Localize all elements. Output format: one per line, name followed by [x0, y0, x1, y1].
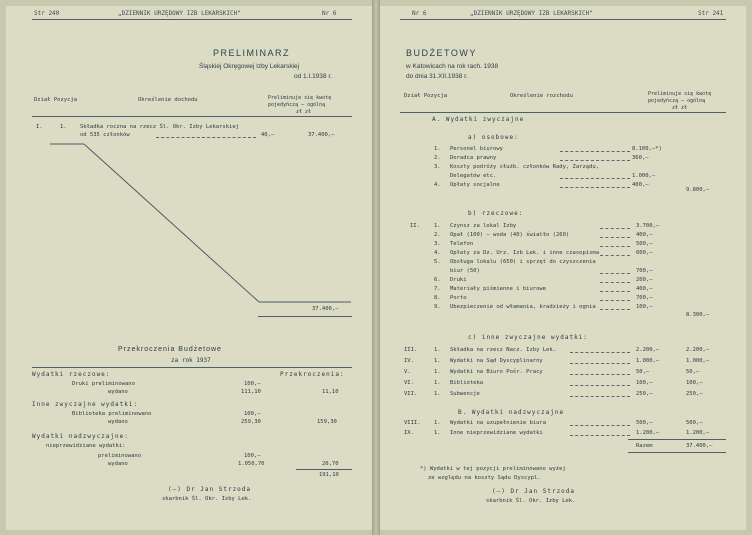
row-value: 400,— [632, 182, 649, 188]
signature-title: skarbnik Śl. Okr. Izby Lek. [486, 498, 576, 504]
row-value: 3.700,— [636, 223, 660, 229]
nieprzewidziane-wydano-label: wydano [108, 461, 128, 467]
page-number: Str 240 [34, 10, 60, 17]
row-text: Wydatki na Biuro Pośr. Pracy [450, 369, 543, 375]
row-dzial: VI. [404, 380, 414, 386]
druki-wydano-value: 111,10 [241, 389, 261, 395]
rzeczowe-dzial: II. [410, 223, 420, 229]
leader-dots [600, 246, 630, 247]
osobowe-total: 9.800,— [686, 187, 710, 193]
leader-dots [560, 151, 630, 152]
przekroczenia-total: 191,10 [319, 472, 339, 478]
leader-dots [560, 178, 630, 179]
row-pozycja: 4. [434, 250, 441, 256]
row-pozycja: 4. [434, 182, 441, 188]
przekroczenia-header: Przekroczenia: [280, 371, 345, 378]
row-value: 400,— [636, 232, 653, 238]
journal-title: „DZIENNIK URZĘDOWY IZB LEKARSKICH" [118, 10, 241, 17]
row-value: 500,— [636, 241, 653, 247]
journal-title: „DZIENNIK URZĘDOWY IZB LEKARSKICH" [470, 10, 593, 17]
leader-dots [600, 273, 630, 274]
page-number: Str 241 [698, 10, 724, 17]
row-pozycja: 9. [434, 304, 441, 310]
budget-title: BUDŻETOWY [406, 48, 477, 58]
row-value: 500,— [636, 420, 653, 426]
row-text: Obsługa lokalu (650) i sprzęt do czyszczenia [450, 259, 596, 265]
row-total: 2.200,— [686, 347, 710, 353]
leader-dots [570, 363, 630, 364]
row-total: 100,— [686, 380, 703, 386]
row-text: Wydatki na uzupełnienie biura [450, 420, 547, 426]
column-header-units: zł zł [672, 105, 688, 111]
column-header-dzial: Dział Pozycja [404, 93, 448, 99]
sum-rule [258, 316, 352, 317]
row-text-2: od 535 członków [80, 132, 130, 138]
row-text: Delegatów etc. [450, 173, 497, 179]
section-a-osobowe: a) osobowe: [468, 134, 519, 141]
column-header-okreslenie: Określenie rozchodu [510, 93, 573, 99]
leader-dots [600, 300, 630, 301]
row-text: Inne nieprzewidziane wydatki [450, 430, 543, 436]
row-value: 100,— [636, 380, 653, 386]
preliminarz-date: od 1.I.1938 r. [294, 73, 332, 80]
right-page [380, 6, 746, 530]
row-total: 1.000,— [686, 358, 710, 364]
row-text: Opłaty za Dz. Urz. Izb Lek. i inne czasopisma [450, 250, 600, 256]
row-dzial: VII. [404, 391, 418, 397]
leader-dots [600, 291, 630, 292]
row-value: 1.000,— [636, 358, 660, 364]
footnote-line1: *) Wydatki w tej pozycji preliminowano wyżej [420, 466, 566, 472]
row-value: 360,— [632, 155, 649, 161]
row-text: Subwencje [450, 391, 480, 397]
row-dzial: IX. [404, 430, 414, 436]
row-pozycja: 1. [434, 430, 441, 436]
preliminarz-subtitle: Śląskiej Okręgowej Izby Lekarskiej [199, 63, 300, 70]
row-text: Doradca prawny [450, 155, 497, 161]
druki-prelim-label: Druki preliminowano [72, 381, 135, 387]
razem-rule-bottom [628, 452, 726, 453]
biblioteka-wydano-value: 259,30 [241, 419, 261, 425]
row-pozycja: 1. [434, 420, 441, 426]
row-dzial: I. [36, 124, 43, 130]
row-pozycja: 1. [434, 358, 441, 364]
row-total: 250,— [686, 391, 703, 397]
row-value: 100,— [636, 304, 653, 310]
druki-prelim-value: 100,— [244, 381, 261, 387]
leader-dots [600, 237, 630, 238]
row-text: Składka na rzecz Nacz. Izby Lek. [450, 347, 556, 353]
przekroczenia-year: za rok 1937 [171, 357, 211, 364]
row-value: 50,— [636, 369, 650, 375]
group-nadzwyczajne: Wydatki nadzwyczajne: [32, 433, 129, 440]
row-pozycja: 1. [434, 369, 441, 375]
leader-dots [570, 374, 630, 375]
leader-dots [560, 187, 630, 188]
leader-dots [570, 435, 630, 436]
column-header-prelim2: pojedyńczą — ogólną [268, 102, 326, 108]
sum-total: 37.400,— [312, 306, 339, 312]
group-rzeczowe: Wydatki rzeczowe: [32, 371, 111, 378]
row-value: 1.200,— [636, 430, 660, 436]
section-b-title: B. Wydatki nadzwyczajne [458, 409, 565, 416]
razem-label: Razem [636, 443, 653, 449]
header-rule [400, 19, 726, 20]
row-text: biur (50) [450, 268, 480, 274]
total-rule [296, 469, 352, 470]
druki-wydano-label: wydano [108, 389, 128, 395]
row-pozycja: 1. [434, 347, 441, 353]
nieprzewidziane-prelim-label: preliminowano [98, 453, 142, 459]
preliminarz-title: PRELIMINARZ [213, 48, 291, 58]
row-pozycja: 5. [434, 259, 441, 265]
row-single: 40,— [261, 132, 275, 138]
row-dzial: V. [404, 369, 411, 375]
section-a-title: A. Wydatki zwyczajne [432, 116, 525, 123]
row-text: Opłaty socjalne [450, 182, 500, 188]
row-value: 600,— [636, 250, 653, 256]
row-value: 1.000,— [632, 173, 656, 179]
column-header-okreslenie: Określenie dochodu [138, 97, 198, 103]
row-text: Porto [450, 295, 467, 301]
book-gutter [372, 0, 380, 535]
row-text: Czynsz za lokal Izby [450, 223, 517, 229]
row-text: Biblioteka [450, 380, 484, 386]
row-dzial: VIII. [404, 420, 421, 426]
row-pozycja: 1. [434, 380, 441, 386]
row-text: Druki [450, 277, 467, 283]
budget-date: do dnia 31.XII.1938 r. [406, 73, 468, 80]
row-pozycja: 3. [434, 164, 441, 170]
row-text: Ubezpieczenie od włamania, kradzieży i ognia [450, 304, 596, 310]
footnote-line2: ze względu na koszty Sądu Dyscypl. [428, 475, 541, 481]
row-pozycja: 1. [434, 391, 441, 397]
leader-dots [560, 160, 630, 161]
row-value: 700,— [636, 295, 653, 301]
row-text: Materiały piśmienne i biurowe [450, 286, 547, 292]
column-header-dzial: Dział Pozycja [34, 97, 78, 103]
biblioteka-wydano-label: wydano [108, 419, 128, 425]
section-a-rzeczowe: b) rzeczowe: [468, 210, 524, 217]
przekroczenia-rule [32, 367, 352, 368]
leader-dots [570, 385, 630, 386]
signature-name: (—) Dr Jan Strzoda [492, 488, 576, 495]
nieprzewidziane-przekroczenie: 20,70 [322, 461, 339, 467]
leader-dots [570, 425, 630, 426]
row-value: 2.200,— [636, 347, 660, 353]
row-pozycja: 6. [434, 277, 441, 283]
cancel-stroke [6, 6, 372, 530]
row-pozycja: 1. [60, 124, 67, 130]
row-text: Telefon [450, 241, 474, 247]
column-header-prelim: Preliminuje się kwotę [648, 91, 712, 97]
row-text: Koszty podróży służb. członków Rady, Zarządu, [450, 164, 600, 170]
row-value: 200,— [636, 277, 653, 283]
issue-number: Nr 6 [412, 10, 427, 17]
row-total: 500,— [686, 420, 703, 426]
row-pozycja: 2. [434, 155, 441, 161]
row-pozycja: 8. [434, 295, 441, 301]
leader-dots [600, 309, 630, 310]
row-total: 50,— [686, 369, 700, 375]
column-header-units: zł zł [296, 109, 312, 115]
przekroczenia-title: Przekroczenia Budżetowe [118, 346, 222, 353]
nieprzewidziane-wydano-value: 1.050,70 [238, 461, 265, 467]
group-inne: Inne zwyczajne wydatki: [32, 401, 139, 408]
column-header-prelim2: pojedyńczą — ogólną [648, 98, 706, 104]
row-text: Personel biurowy [450, 146, 503, 152]
row-dzial: IV. [404, 358, 414, 364]
section-a-inne: c) inne zwyczajne wydatki: [468, 334, 588, 341]
row-total: 1.200,— [686, 430, 710, 436]
row-text: Składka roczna na rzecz Śl. Okr. Izby Lekarskiej [80, 124, 239, 130]
row-pozycja: 1. [434, 223, 441, 229]
leader-dots [570, 352, 630, 353]
budget-subtitle: w Katowicach na rok rach. 1938 [406, 63, 499, 70]
column-rule [400, 112, 726, 113]
row-pozycja: 3. [434, 241, 441, 247]
leader-dots [600, 255, 630, 256]
row-pozycja: 1. [434, 146, 441, 152]
row-value: 8.100,—*) [632, 146, 662, 152]
rzeczowe-total: 8.300,— [686, 312, 710, 318]
signature-title: skarbnik Śl. Okr. Izby Lek. [162, 496, 252, 502]
issue-number: Nr 6 [322, 10, 337, 17]
row-value: 700,— [636, 268, 653, 274]
leader-dots [600, 282, 630, 283]
druki-przekroczenie: 11,10 [322, 389, 339, 395]
left-page [6, 6, 372, 530]
razem-rule [628, 439, 726, 440]
row-dzial: III. [404, 347, 418, 353]
razem-value: 37.400,— [686, 443, 713, 449]
column-header-prelim: Preliminuje się kwotę [268, 95, 332, 101]
row-pozycja: 2. [434, 232, 441, 238]
row-text: Wydatki na Sąd Dyscyplinarny [450, 358, 543, 364]
nieprzewidziane-label: nieprzewidziane wydatki: [46, 443, 126, 449]
leader-dots [570, 396, 630, 397]
row-value: 250,— [636, 391, 653, 397]
biblioteka-przekroczenie: 159,30 [317, 419, 337, 425]
biblioteka-prelim-value: 100,— [244, 411, 261, 417]
row-pozycja: 7. [434, 286, 441, 292]
nieprzewidziane-prelim-value: 100,— [244, 453, 261, 459]
biblioteka-prelim-label: Biblioteka preliminowano [72, 411, 152, 417]
row-text: Opał (100) — woda (40) światło (260) [450, 232, 570, 238]
row-total: 37.400,— [308, 132, 335, 138]
signature-name: (—) Dr Jan Strzoda [168, 486, 252, 493]
leader-dots [600, 228, 630, 229]
row-value: 400,— [636, 286, 653, 292]
